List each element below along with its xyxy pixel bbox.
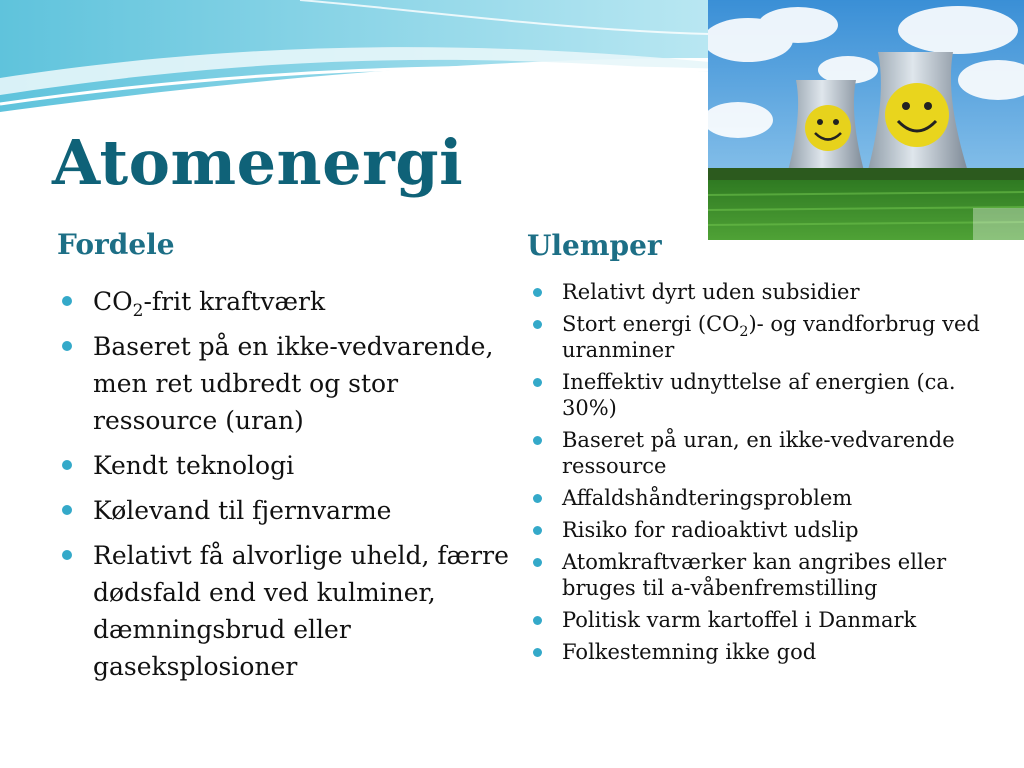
list-item [533, 607, 1003, 633]
list-item [62, 328, 512, 439]
fordele-heading: Fordele [57, 228, 175, 261]
list-item [533, 639, 1003, 665]
list-item-text: Politisk varm kartoffel i Danmark [562, 608, 917, 632]
list-item-text-pre: Stort energi (CO [562, 312, 740, 336]
bullet-icon [533, 378, 542, 387]
cooling-towers-image [708, 0, 1024, 240]
list-item-text: Relativt dyrt uden subsidier [562, 280, 860, 304]
list-item-text: Ineffektiv udnyttelse af energien (ca. 30%) [562, 370, 956, 420]
bullet-icon [62, 460, 72, 470]
list-item-text-post: )- og vandforbrug ved uranminer [562, 312, 980, 362]
bullet-icon [533, 288, 542, 297]
list-item-text: Folkestemning ikke god [562, 640, 817, 664]
list-item [62, 447, 512, 484]
list-item [62, 537, 512, 685]
list-item [533, 517, 1003, 543]
list-item [533, 427, 1003, 479]
list-item-text: Relativt få alvorlige uheld, færre dødsfald end ved kulminer, dæmningsbrud eller gaseksplosioner [93, 541, 509, 681]
list-item-text: Baseret på en ikke-vedvarende, men ret udbredt og stor ressource (uran) [93, 332, 494, 435]
list-item-text: Kendt teknologi [93, 451, 295, 480]
list-item-text: Risiko for radioaktivt udslip [562, 518, 859, 542]
list-item [533, 311, 1003, 363]
bullet-icon [62, 505, 72, 515]
list-item-text: Affaldshåndteringsproblem [562, 486, 853, 510]
list-item-text: Baseret på uran, en ikke-vedvarende ressource [562, 428, 955, 478]
bullet-icon [62, 550, 72, 560]
list-item-text-pre: CO [93, 287, 133, 316]
bullet-icon [533, 648, 542, 657]
bullet-icon [533, 494, 542, 503]
list-item-text-post: -frit kraftværk [143, 287, 326, 316]
bullet-icon [533, 436, 542, 445]
list-item [62, 492, 512, 529]
list-item [533, 369, 1003, 421]
subscript: 2 [132, 300, 144, 321]
list-item [533, 549, 1003, 601]
list-item [62, 283, 512, 320]
list-item [533, 279, 1003, 305]
ulemper-list [533, 279, 1003, 671]
list-item [533, 485, 1003, 511]
slide-title: Atomenergi [52, 126, 464, 199]
subscript: 2 [739, 323, 749, 340]
bullet-icon [533, 526, 542, 535]
list-item-text: Atomkraftværker kan angribes eller bruges til a-våbenfremstilling [562, 550, 947, 600]
bullet-icon [533, 320, 542, 329]
bullet-icon [533, 616, 542, 625]
bullet-icon [533, 558, 542, 567]
bullet-icon [62, 341, 72, 351]
bullet-icon [62, 296, 72, 306]
fordele-list [62, 283, 512, 693]
ulemper-heading: Ulemper [527, 229, 662, 262]
list-item-text: Kølevand til fjernvarme [93, 496, 392, 525]
cooling-towers-smiley-photo [708, 0, 1024, 240]
